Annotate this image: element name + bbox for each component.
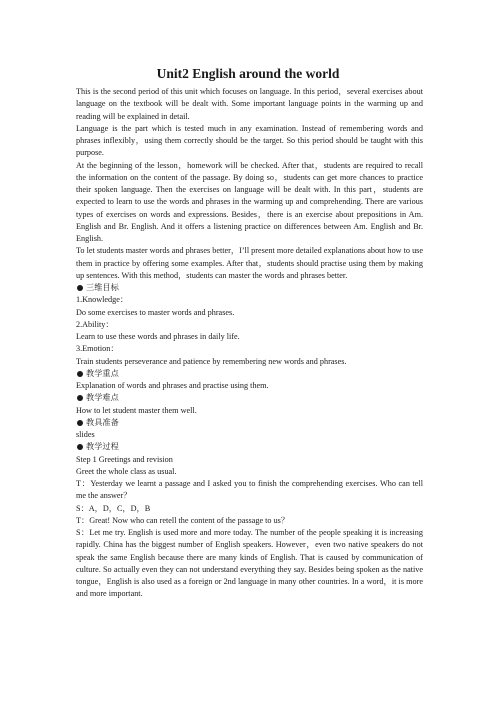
ability-text: Learn to use these words and phrases in daily life. xyxy=(76,332,240,341)
bullet-icon xyxy=(77,420,83,426)
knowledge-text: Do some exercises to master words and phrases. xyxy=(76,307,235,317)
dialogue-teacher: T：Great! Now who can retell the content of the passage to us？ xyxy=(76,515,290,525)
aids-heading-text: 教具准备 xyxy=(86,417,119,427)
dialogue-student: S：A，D，C，D，B xyxy=(76,503,151,513)
key-points-heading xyxy=(76,368,423,380)
process-heading xyxy=(76,441,423,453)
ability-label: 2.Ability： xyxy=(76,319,114,329)
difficulties-heading-text: 教学难点 xyxy=(86,393,119,403)
objectives-heading xyxy=(76,282,423,294)
difficulties-heading xyxy=(76,392,423,404)
bullet-icon xyxy=(77,395,83,401)
bullet-icon xyxy=(77,444,83,450)
emotion-text: Train students perseverance and patience by remembering new words and phrases. xyxy=(76,356,347,366)
key-points-text: Explanation of words and phrases and practise using them. xyxy=(76,381,269,390)
intro-paragraph: This is the second period of this unit which focuses on language. In this period，several exercises about language on the textbook will be dealt with. Some important language points in the warming up and reading will be explained in detail. xyxy=(76,87,423,121)
document-body xyxy=(76,86,423,601)
difficulties-text: How to let student master them well. xyxy=(76,405,197,415)
emotion-label: 3.Emotion： xyxy=(76,344,119,354)
objectives-heading-text: 三维目标 xyxy=(86,283,119,292)
process-heading-text: 教学过程 xyxy=(86,442,119,452)
instruction-line: Greet the whole class as usual. xyxy=(76,466,177,476)
document-title: Unit2 English around the world xyxy=(156,66,340,81)
aids-text: slides xyxy=(76,430,95,439)
dialogue-teacher: T：Yesterday we learnt a passage and I asked you to finish the comprehending exercises. Who can tell me the answer？ xyxy=(76,479,423,501)
key-points-heading-text: 教学重点 xyxy=(86,368,119,378)
step-title: Step 1 Greetings and revision xyxy=(76,454,173,464)
intro-paragraph: To let students master words and phrases better，I’ll present more detailed explanations about how to use them in practice by offering some examples. After that，students should practise using them by making up sentences. With this method，students can master the words and phrases better. xyxy=(76,246,423,280)
intro-paragraph: Language is the part which is tested much in any examination. Instead of remembering words and phrases inflexibly，using them correctly should be the target. So this period should be taught with this purpose. xyxy=(76,123,423,158)
dialogue-student: S：Let me try. English is used more and more today. The number of the people speaking it is increasing rapidly. China has the biggest number of English speakers. However，even two native speakers do not speak the same English because there are many kinds of English. That is caused by communication of culture. So actually even they can not understand everything they say. Besides being spoken as the native tongue，English is also used as a foreign or 2nd language in many other countries. In a word，it is more and more important. xyxy=(76,528,423,599)
intro-paragraph: At the beginning of the lesson，homework will be checked. After that，students are required to recall the information on the content of the passage. By doing so，students can get more chances to practice their spoken language. Then the exercises on language will be dealt with. In this part，students are expected to learn to use the words and phrases in the warming up and comprehending. There are various types of exercises on words and expressions. Besides，there is an exercise about prepositions in Am. English and Br. English. And it offers a listening practice on differences between Am. English and Br. English. xyxy=(76,160,423,243)
knowledge-label: 1.Knowledge： xyxy=(76,295,129,305)
bullet-icon xyxy=(77,371,83,377)
bullet-icon xyxy=(77,285,83,291)
aids-heading xyxy=(76,417,423,429)
